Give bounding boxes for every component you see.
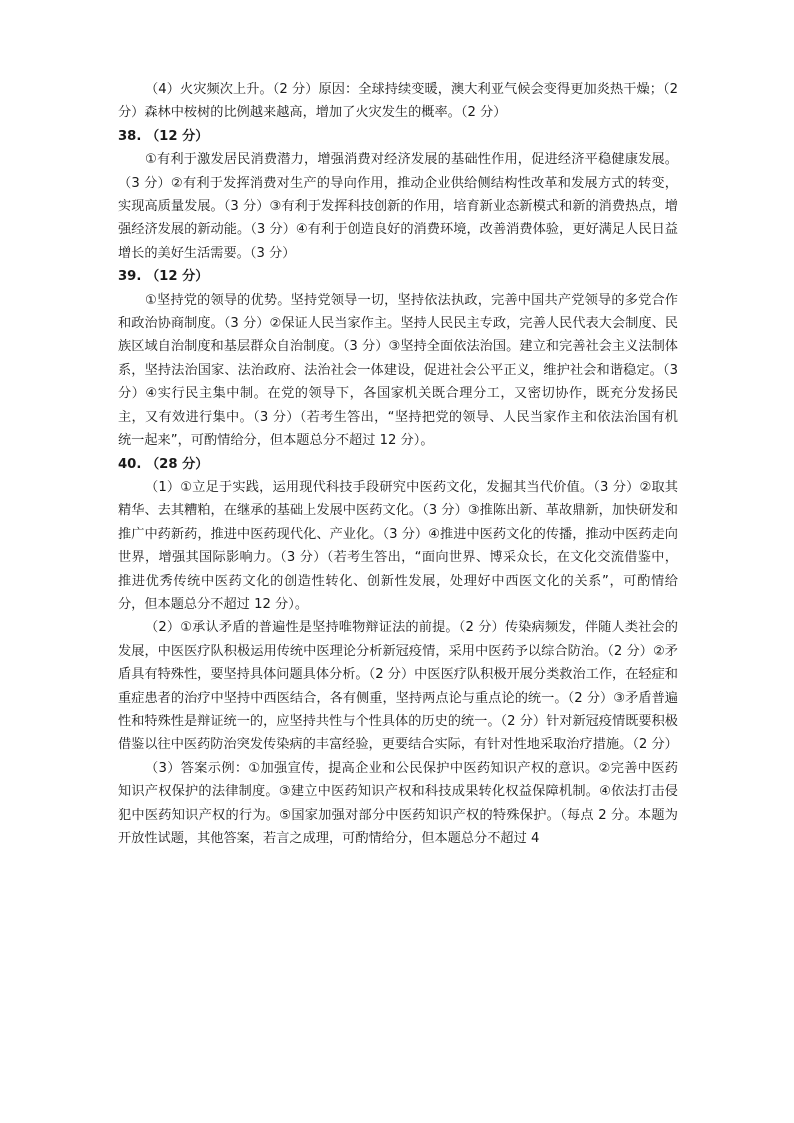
q37-part4-answer: （4）火灾频次上升。（2 分）原因：全球持续变暖，澳大利亚气候会变得更加炎热干燥；（2 分）森林中桉树的比例越来越高，增加了火灾发生的概率。（2 分）	[118, 82, 678, 121]
q40-part2-answer: （2）①承认矛盾的普遍性是坚持唯物辩证法的前提。（2 分）传染病频发，伴随人类社会的发展，中医医疗队积极运用传统中医理论分析新冠疫情，采用中医药予以综合防治。（2 分）②矛盾具有特殊性，要坚持具体问题具体分析。（2 分）中医医疗队积极开展分类救治工作，在轻症和重症患者的治疗中坚持中西医结合，各有侧重，坚持两点论与重点论的统一。（2 分）③矛盾普遍性和特殊性是辩证统一的，应坚持共性与个性具体的历史的统一。（2 分）针对新冠疫情既要积极借鉴以往中医药防治突发传染病的丰富经验，更要结合实际，有针对性地采取治疗措施。（2 分）	[118, 620, 678, 753]
q39-answer: ①坚持党的领导的优势。坚持党领导一切，坚持依法执政，完善中国共产党领导的多党合作和政治协商制度。（3 分）②保证人民当家作主。坚持人民民主专政，完善人民代表大会制度、民族区域自治制度和基层群众自治制度。（3 分）③坚持全面依法治国。建立和完善社会主义法制体系，坚持法治国家、法治政府、法治社会一体建设，促进社会公平正义，维护社会和谐稳定。（3 分）④实行民主集中制。在党的领导下，各国家机关既合理分工，又密切协作，既充分发扬民主，又有效进行集中。（3 分）（若考生答出，“坚持把党的领导、人民当家作主和依法治国有机统一起来”，可酌情给分，但本题总分不超过 12 分）。	[118, 292, 678, 449]
q40-part1-answer: （1）①立足于实践，运用现代科技手段研究中医药文化，发掘其当代价值。（3 分）②取其精华、去其糟粕，在继承的基础上发展中医药文化。（3 分）③推陈出新、革故鼎新，加快研发和推广中药新药，推进中医药现代化、产业化。（3 分）④推进中医药文化的传播，推动中医药走向世界，增强其国际影响力。（3 分）（若考生答出，“面向世界、博采众长，在文化交流借鉴中，推进优秀传统中医药文化的创造性转化、创新性发展，处理好中西医文化的关系”，可酌情给分，但本题总分不超过 12 分）。	[118, 479, 678, 612]
q40-heading: 40. （28 分）	[118, 456, 209, 472]
q38-heading: 38. （12 分）	[118, 128, 209, 144]
q40-part3-answer: （3）答案示例：①加强宣传，提高企业和公民保护中医药知识产权的意识。②完善中医药知识产权保护的法律制度。③建立中医药知识产权和科技成果转化权益保障机制。④依法打击侵犯中医药知识产权的行为。⑤国家加强对部分中医药知识产权的特殊保护。（每点 2 分。本题为开放性试题，其他答案，若言之成理，可酌情给分，但本题总分不超过 4	[118, 760, 678, 846]
answer-key-page	[118, 78, 678, 850]
q38-answer: ①有利于激发居民消费潜力，增强消费对经济发展的基础性作用，促进经济平稳健康发展。（3 分）②有利于发挥消费对生产的导向作用，推动企业供给侧结构性改革和发展方式的转变，实现高质量发展。（3 分）③有利于发挥科技创新的作用，培育新业态新模式和新的消费热点，增强经济发展的新动能。（3 分）④有利于创造良好的消费环境，改善消费体验，更好满足人民日益增长的美好生活需要。（3 分）	[118, 152, 678, 261]
q39-heading: 39. （12 分）	[118, 269, 209, 285]
